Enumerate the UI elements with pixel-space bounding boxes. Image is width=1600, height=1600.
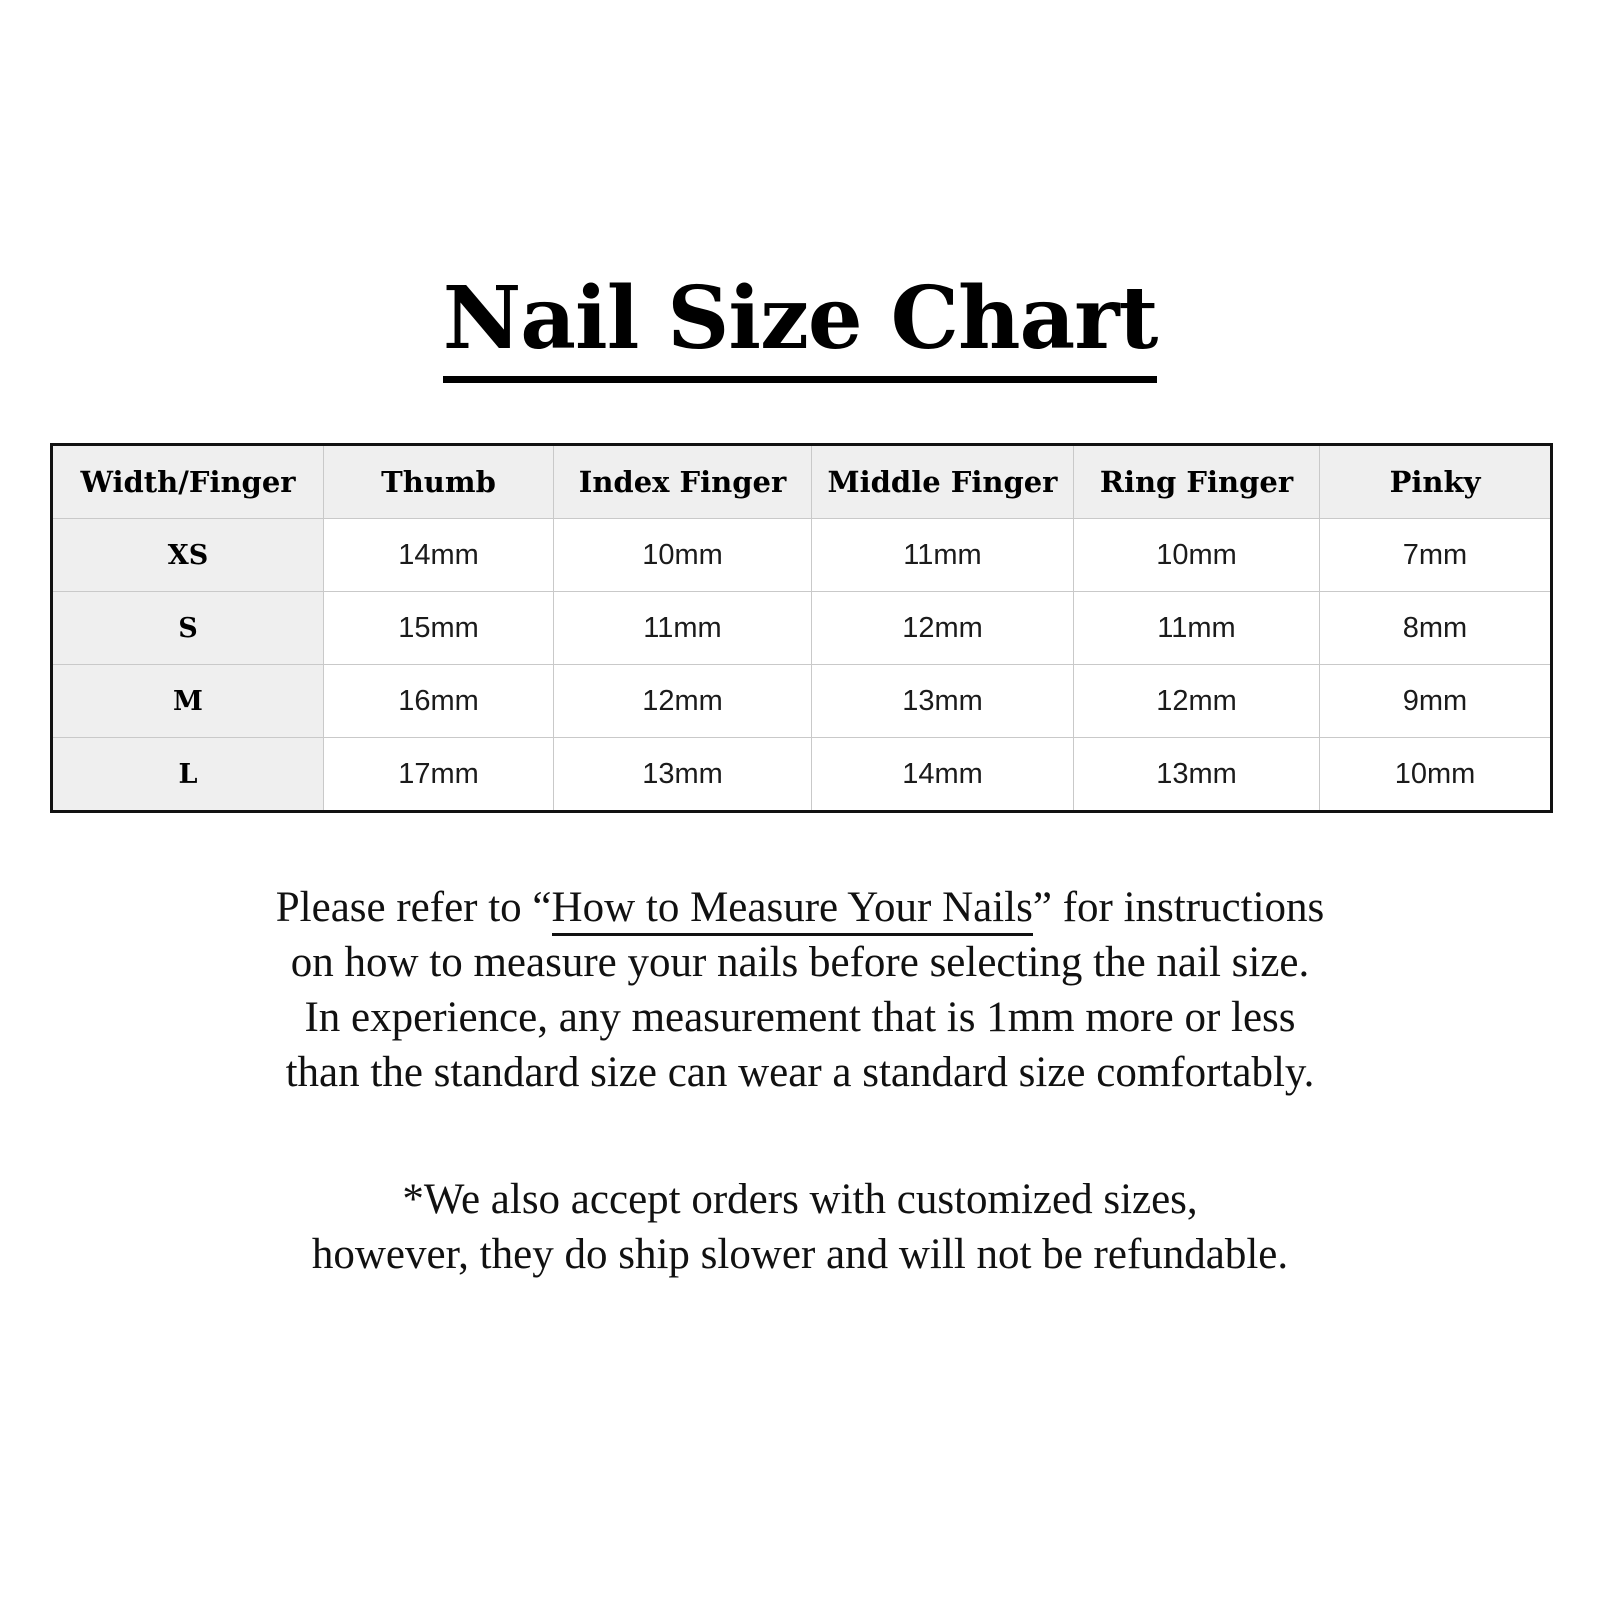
column-header-index-finger: Index Finger	[554, 445, 812, 519]
cell-s-thumb: 15mm	[324, 592, 554, 665]
table-header	[52, 445, 1552, 519]
row-label-m: M	[52, 665, 324, 738]
cell-m-index: 12mm	[554, 665, 812, 738]
table-row	[52, 738, 1552, 812]
row-label-l: L	[52, 738, 324, 812]
column-header-ring-finger: Ring Finger	[1074, 445, 1320, 519]
table-row	[52, 519, 1552, 592]
custom-note-line-2: however, they do ship slower and will not be refundable.	[311, 1231, 1289, 1279]
cell-l-thumb: 17mm	[324, 738, 554, 812]
column-header-width-finger: Width/Finger	[52, 445, 324, 519]
cell-xs-thumb: 14mm	[324, 519, 554, 592]
size-table-container	[50, 443, 1550, 813]
cell-m-ring: 12mm	[1074, 665, 1320, 738]
how-to-measure-link[interactable]: How to Measure Your Nails	[552, 884, 1033, 936]
cell-m-pinky: 9mm	[1320, 665, 1552, 738]
cell-s-ring: 11mm	[1074, 592, 1320, 665]
cell-l-ring: 13mm	[1074, 738, 1320, 812]
note-line-1	[80, 880, 1520, 935]
note-line-3: In experience, any measurement that is 1mm more or less	[304, 994, 1296, 1042]
cell-m-thumb: 16mm	[324, 665, 554, 738]
notes-spacer	[80, 1100, 1520, 1172]
notes-section	[80, 880, 1520, 1282]
nail-size-table	[50, 443, 1553, 813]
cell-xs-middle: 11mm	[812, 519, 1074, 592]
cell-l-middle: 14mm	[812, 738, 1074, 812]
cell-xs-ring: 10mm	[1074, 519, 1320, 592]
note-line-4: than the standard size can wear a standard size comfortably.	[285, 1049, 1315, 1097]
note-paragraph-custom-sizes	[80, 1172, 1520, 1282]
table-row	[52, 592, 1552, 665]
table-body	[52, 519, 1552, 812]
row-label-s: S	[52, 592, 324, 665]
table-header-row	[52, 445, 1552, 519]
cell-xs-index: 10mm	[554, 519, 812, 592]
note-line-1-prefix: Please refer to “	[275, 884, 552, 931]
row-label-xs: XS	[52, 519, 324, 592]
cell-s-middle: 12mm	[812, 592, 1074, 665]
custom-note-line-1: *We also accept orders with customized sizes,	[402, 1176, 1198, 1224]
cell-s-index: 11mm	[554, 592, 812, 665]
column-header-pinky: Pinky	[1320, 445, 1552, 519]
table-row	[52, 665, 1552, 738]
page-title: Nail Size Chart	[443, 276, 1158, 383]
cell-m-middle: 13mm	[812, 665, 1074, 738]
note-line-2: on how to measure your nails before selecting the nail size.	[290, 939, 1310, 987]
note-line-1-suffix: ” for instructions	[1032, 884, 1325, 931]
note-paragraph-measure	[80, 880, 1520, 1100]
column-header-middle-finger: Middle Finger	[812, 445, 1074, 519]
cell-s-pinky: 8mm	[1320, 592, 1552, 665]
page-title-container	[0, 0, 1600, 440]
cell-xs-pinky: 7mm	[1320, 519, 1552, 592]
cell-l-pinky: 10mm	[1320, 738, 1552, 812]
column-header-thumb: Thumb	[324, 445, 554, 519]
cell-l-index: 13mm	[554, 738, 812, 812]
